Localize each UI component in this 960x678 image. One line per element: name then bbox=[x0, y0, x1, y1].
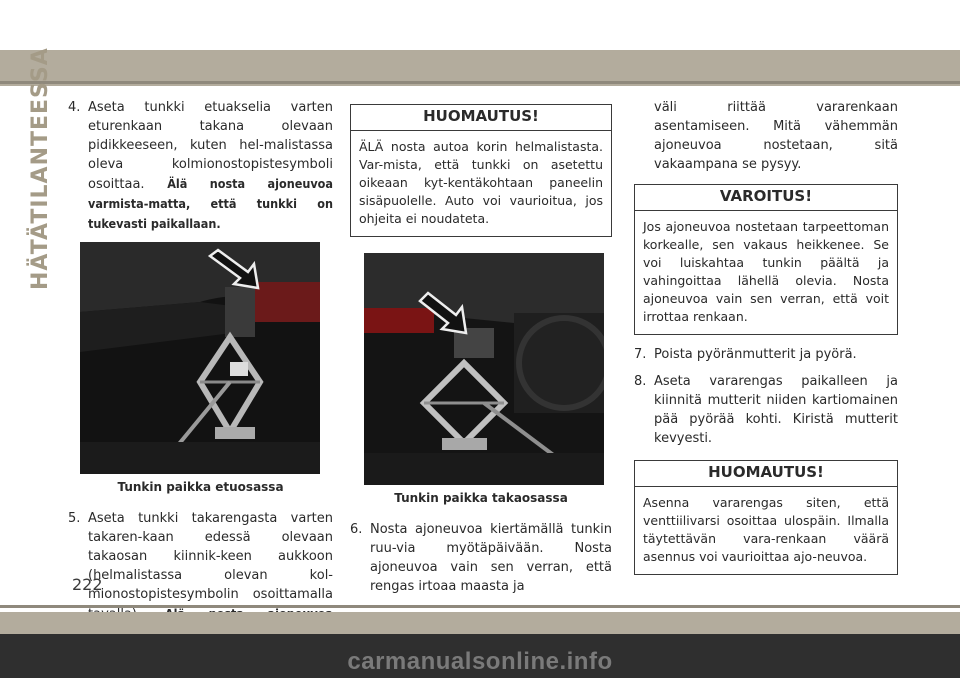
step-number: 8. bbox=[634, 374, 647, 389]
warning-title: VAROITUS! bbox=[635, 185, 897, 211]
warning-text: Jos ajoneuvoa nostetaan tarpeettoman korkealle, sen vakaus heikkenee. Se voi luiskahtaa tunkin päältä ja vahingoittaa lähellä olevia. Nosta ajoneuvoa vain sen verran, että voit irrottaa renkaan. bbox=[643, 219, 889, 324]
step-text: Aseta vararengas paikalleen ja kiinnitä mutterit niiden kartiomainen pää pyörää kohti. Kiristä mutterit kevyesti. bbox=[654, 374, 898, 446]
jack-front-photo bbox=[80, 242, 320, 474]
header-rule bbox=[0, 81, 960, 84]
step-number: 5. bbox=[68, 511, 81, 526]
step-text: Aseta tunkki takarengasta varten takaren-kaan edessä olevaan takaosan kiinnik-keen aukkoon (helmalistassa olevan kol-mionostopistesymbolin osoittamalla bbox=[88, 511, 333, 602]
footer-rule bbox=[0, 605, 960, 608]
section-title: HÄTÄTILANTEESSA bbox=[28, 47, 53, 290]
figure-caption-front: Tunkin paikka etuosassa bbox=[117, 480, 284, 494]
jack-rear-photo bbox=[364, 253, 604, 485]
step-number: 7. bbox=[634, 347, 647, 362]
notice-box-2 bbox=[634, 460, 898, 575]
figure-caption-rear: Tunkin paikka takaosassa bbox=[394, 491, 568, 505]
step-number: 4. bbox=[68, 100, 81, 115]
notice-text: Asenna vararengas siten, että venttiilivarsi osoittaa ulospäin. Ilmalla täytettävän vara-renkaan väärä asennus voi vaurioittaa ajo-neuvoa. bbox=[643, 495, 889, 564]
notice-title: HUOMAUTUS! bbox=[351, 105, 611, 131]
notice-title: HUOMAUTUS! bbox=[635, 461, 897, 487]
step-warning-text: Älä nosta ajoneuvoa varmista-matta, että tunkki on tukevasti paikallaan. bbox=[88, 176, 333, 231]
step-6 bbox=[350, 520, 612, 596]
column-right bbox=[634, 98, 898, 585]
column-middle bbox=[350, 98, 612, 604]
column-left bbox=[68, 98, 333, 672]
jack-front-illustration bbox=[80, 242, 320, 474]
step-number: 6. bbox=[350, 522, 363, 537]
step-text: Aseta tunkki etuakselia varten eturenkaan takana olevaan pidikkeeseen, kuten hel-malistassa oleva kolmionostopistesymboli osoittaa. bbox=[88, 100, 333, 192]
page-number: 222 bbox=[72, 575, 103, 594]
jack-rear-illustration bbox=[364, 253, 604, 485]
step-8 bbox=[634, 372, 898, 448]
notice-text: ÄLÄ nosta autoa korin helmalistasta. Var-mista, että tunkki on asetettu oikeaan kyt-kentäkohtaan paneelin sisäpuolelle. Auto voi vaurioitua, jos ohjeita ei noudateta. bbox=[359, 139, 603, 226]
warning-box bbox=[634, 184, 898, 335]
notice-box bbox=[350, 104, 612, 237]
step-6-continued: väli riittää vararenkaan asentamiseen. Mitä vähemmän ajoneuvoa nostetaan, sitä vakaampana se pysyy. bbox=[654, 100, 898, 172]
step-7 bbox=[634, 345, 898, 364]
step-4 bbox=[68, 98, 333, 234]
watermark-text: carmanualsonline.info bbox=[347, 648, 613, 675]
footer-band bbox=[0, 612, 960, 634]
step-text: Poista pyöränmutterit ja pyörä. bbox=[654, 347, 857, 362]
step-text: Nosta ajoneuvoa kiertämällä tunkin ruu-via myötäpäivään. Nosta ajoneuvoa vain sen verran, että rengas irtoaa maasta ja bbox=[370, 522, 612, 594]
